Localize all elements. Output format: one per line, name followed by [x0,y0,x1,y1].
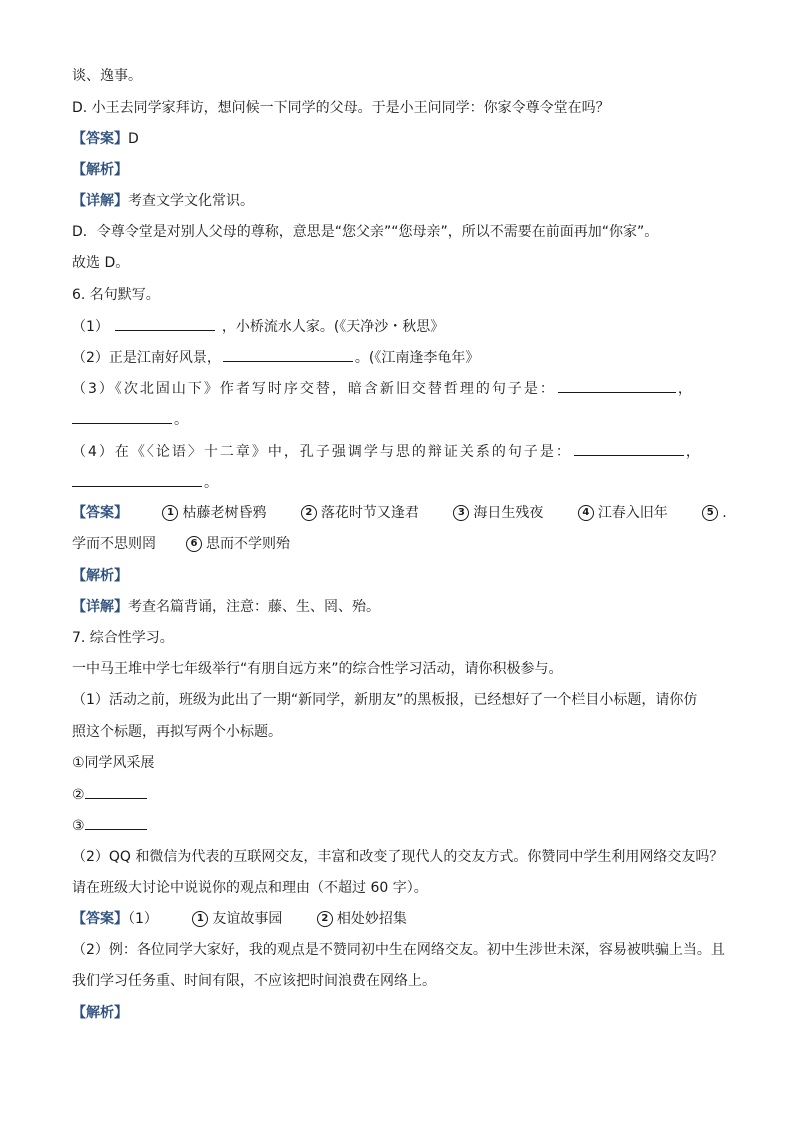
q6-item-4-suffix: ， [685,444,702,460]
option-d-line: D. 小王去同学家拜访，想问候一下同学的父母。于是小王问同学：你家令尊令堂在吗？ [72,100,610,116]
fill-blank[interactable] [85,784,147,799]
q6-item-1 [72,316,722,337]
fill-blank[interactable] [85,815,147,830]
detail-tag: 【详解】 [72,599,128,615]
q6-item-2 [72,347,722,368]
answer-item [301,503,419,523]
q6-item-2-suffix: 。(《江南逢李龟年》 [354,350,480,366]
answer-item [702,503,726,523]
detail-line [72,597,722,617]
circled-number: 1 [192,911,208,927]
detail-text: 考查文学文化常识。 [128,193,254,209]
fill-blank[interactable] [115,316,215,331]
item-marker: ② [72,787,85,803]
conclusion-line: 故选 D。 [72,255,130,271]
q6-item-3-suffix: ， [677,381,694,397]
fill-blank[interactable] [72,472,202,487]
answer-item [578,503,668,523]
analysis-line [72,1003,722,1023]
answer-text: 江春入旧年 [597,505,668,521]
item-marker: ③ [72,818,85,834]
answer-text: 相处妙招集 [336,911,407,927]
q7-blank-3 [72,815,722,836]
circled-number: 4 [578,505,594,521]
q6-answer-line [72,503,727,523]
q7-part-1: （1）活动之前，班级为此出了一期“新同学，新朋友”的黑板报，已经想好了一个栏目小标题，请你仿 [72,692,698,708]
answer-tag: 【答案】 [72,505,128,521]
q7-answer-line [72,909,722,929]
q6-item-4-cont [72,472,722,493]
fill-blank[interactable] [574,441,684,456]
answer-item [317,909,407,929]
fill-blank[interactable] [223,347,353,362]
q7-example-title: ①同学风采展 [72,755,155,771]
q6-item-2-prefix: （2）正是江南好风景， [72,350,221,366]
q7-part-2: （2）QQ 和微信为代表的互联网交友，丰富和改变了现代人的交友方式。你赞同中学生利用网络交友吗？ [72,849,724,865]
circled-number: 3 [453,505,469,521]
q7-part-2-cont: 请在班级大讨论中说说你的观点和理由（不超过 60 字）。 [72,880,428,896]
detail-tag: 【详解】 [72,193,128,209]
q7-answer-part-2: （2）例：各位同学大家好，我的观点是不赞同初中生在网络交友。初中生涉世未深，容易被哄骗上当。且 [72,942,725,958]
q6-item-4 [72,441,722,462]
answer-part-label: （1） [128,911,158,927]
q7-part-1-cont: 照这个标题，再拟写两个小标题。 [72,724,282,740]
q6-item-4-end: 。 [204,475,218,491]
fill-blank[interactable] [558,378,676,393]
answer-item [162,503,266,523]
answer-text: 枯藤老树昏鸦 [182,505,267,521]
explanation-line: D．令尊令堂是对别人父母的尊称，意思是“您父亲”“您母亲”，所以不需要在前面再加“你家”。 [72,224,659,240]
q6-item-3 [72,378,722,399]
q6-item-3-cont [72,409,722,430]
answer-tag: 【答案】 [72,131,128,147]
q7-blank-2 [72,784,722,805]
q6-item-1-prefix: （1） [72,319,109,335]
answer-text: . [722,505,727,521]
q6-item-3-end: 。 [174,412,188,428]
detail-text: 考查名篇背诵，注意：藤、生、罔、殆。 [128,599,380,615]
question-7-title: 7. 综合性学习。 [72,630,174,646]
analysis-line [72,566,722,586]
q6-item-1-suffix: ，小桥流水人家。(《天净沙・秋思》 [221,319,445,335]
answer-item [192,909,282,929]
analysis-tag: 【解析】 [72,162,128,178]
circled-number: 6 [186,536,202,552]
analysis-line [72,160,722,180]
q7-answer-part-2-cont: 我们学习任务重、时间有限，不应该把时间浪费在网络上。 [72,973,436,989]
text-line: 谈、逸事。 [72,68,142,84]
answer-line [72,129,722,149]
analysis-tag: 【解析】 [72,568,128,584]
q6-item-3-prefix: （3）《次北固山下》作者写时序交替，暗含新旧交替哲理的句子是： [72,381,556,397]
question-6-title: 6. 名句默写。 [72,287,160,303]
circled-number: 2 [301,505,317,521]
answer-text: 落花时节又逢君 [320,505,419,521]
answer-text: 友谊故事园 [212,911,283,927]
answer-text: 思而不学则殆 [206,536,290,552]
answer-value: D [128,131,139,147]
answer-item [453,503,543,523]
answer-tag: 【答案】 [72,911,128,927]
fill-blank[interactable] [72,409,172,424]
q7-intro: 一中马王堆中学七年级举行“有朋自远方来”的综合性学习活动，请你积极参与。 [72,661,563,677]
circled-number: 5 [702,505,718,521]
answer-text: 学而不思则罔 [72,536,156,552]
answer-text: 海日生残夜 [473,505,544,521]
detail-line [72,191,722,211]
analysis-tag: 【解析】 [72,1005,128,1021]
q6-answer-cont [72,534,722,554]
circled-number: 2 [317,911,333,927]
q6-item-4-prefix: （4）在《〈论语〉十二章》中，孔子强调学与思的辩证关系的句子是： [72,444,572,460]
circled-number: 1 [162,505,178,521]
